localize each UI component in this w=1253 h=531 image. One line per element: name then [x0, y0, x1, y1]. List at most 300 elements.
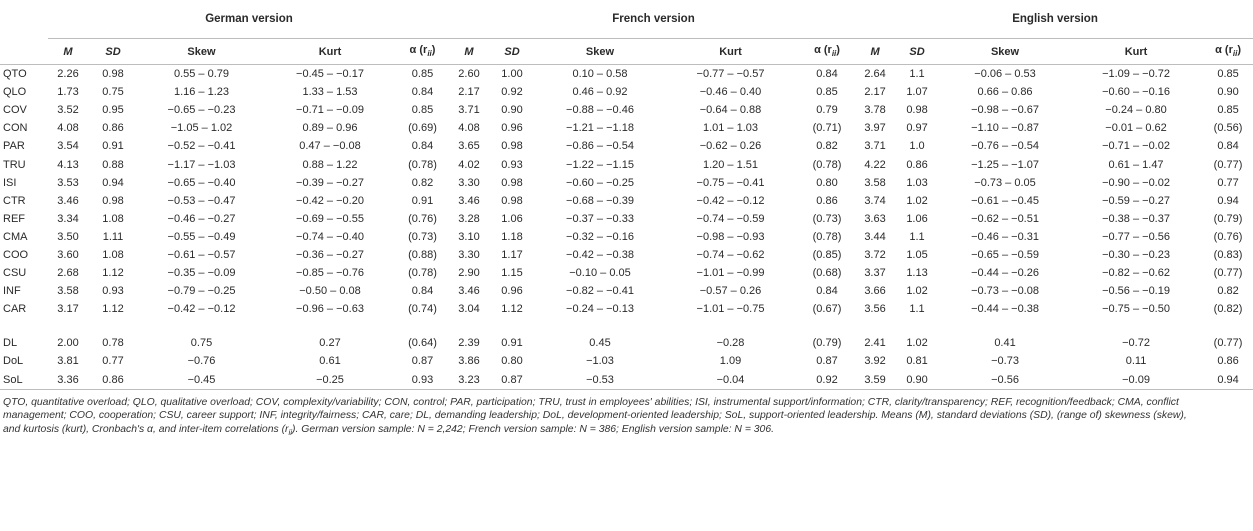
table-cell: 2.00 — [57, 337, 79, 350]
table-cell: −0.35 – −0.09 — [167, 267, 236, 280]
table-cell: 1.06 — [906, 212, 928, 225]
table-cell: (0.77) — [1213, 158, 1243, 171]
table-cell: −0.96 – −0.63 — [296, 303, 364, 316]
table-cell: 0.86 — [102, 122, 124, 135]
row-label: QTO — [3, 68, 27, 81]
table-cell: −1.17 – −1.03 — [167, 158, 236, 171]
row-label: SoL — [3, 373, 23, 386]
table-cell: 0.98 — [102, 68, 124, 81]
table-cell: 0.94 — [1217, 194, 1239, 207]
table-cell: −0.60 – −0.25 — [566, 176, 634, 189]
table-cell: −0.45 – −0.17 — [296, 68, 364, 81]
group-english: English version — [857, 0, 1253, 39]
table-cell: 3.56 — [864, 303, 886, 316]
table-cell: 0.84 — [816, 285, 838, 298]
table-cell: 0.77 — [102, 355, 124, 368]
table-cell: 1.13 — [906, 267, 928, 280]
table-cell: −0.42 – −0.38 — [566, 248, 634, 261]
table-cell: 0.82 — [411, 176, 434, 189]
table-cell: 0.79 — [816, 104, 838, 117]
table-cell: −0.37 – −0.33 — [566, 212, 634, 225]
table-cell: 0.88 – 1.22 — [302, 158, 358, 171]
table-cell: 2.39 — [458, 337, 480, 350]
table-cell: −0.77 – −0.57 — [696, 68, 765, 81]
table-cell: −0.71 – −0.09 — [296, 104, 364, 117]
table-cell: 1.02 — [906, 285, 928, 298]
table-cell: 1.03 — [906, 176, 928, 189]
table-cell: 3.46 — [57, 194, 79, 207]
table-cell: 4.13 — [57, 158, 79, 171]
table-cell: 0.90 — [906, 373, 928, 386]
table-cell: (0.77) — [1213, 267, 1243, 280]
table-cell: 3.44 — [864, 230, 886, 243]
table-cell: (0.67) — [812, 303, 842, 316]
row-separator — [0, 318, 1253, 334]
table-cell: −0.53 — [586, 373, 614, 386]
table-cell: 1.06 — [501, 212, 523, 225]
column-header-row — [0, 39, 1253, 65]
table-cell: 0.61 – 1.47 — [1108, 158, 1164, 171]
table-cell: −0.86 – −0.54 — [566, 140, 634, 153]
table-cell: 3.71 — [864, 140, 886, 153]
table-cell: −0.79 – −0.25 — [167, 285, 236, 298]
table-cell: −0.88 – −0.46 — [566, 104, 634, 117]
table-cell: 1.12 — [102, 303, 124, 316]
col-m: M — [464, 45, 474, 58]
table-cell: 0.93 — [501, 158, 523, 171]
row-label: CMA — [3, 230, 28, 243]
table-cell: 1.02 — [906, 337, 928, 350]
table-cell: −1.25 – −1.07 — [971, 158, 1039, 171]
col-sd: SD — [909, 45, 925, 58]
table-row — [0, 119, 1253, 137]
table-cell: 3.36 — [57, 373, 79, 386]
row-label: PAR — [3, 140, 25, 153]
table-row — [0, 137, 1253, 155]
table-cell: −1.22 – −1.15 — [566, 158, 634, 171]
table-cell: 0.80 — [501, 355, 523, 368]
table-row — [0, 192, 1253, 210]
table-cell: −0.53 – −0.47 — [167, 194, 236, 207]
table-cell: −0.59 – −0.27 — [1102, 194, 1170, 207]
table-cell: 3.71 — [458, 104, 480, 117]
table-footnote: QTO, quantitative overload; QLO, qualitative overload; COV, complexity/variability; CON, control; PAR, participation; TRU, trust in employees' abilities; ISI, instrumental support/information; CTR, clarity/transparency; REF, recognition/feedback; CMA, conflict management; COO, cooperation; CSU, career support; INF, integrity/fairness; CAR, care; DL, demanding leadership; DoL, development-oriented leadership; SoL, support-oriented leadership. Means (M), standard deviations (SD), (range of) skewness (skew), and kurtosis (kurt), Cronbach's α, and inter-item correlations $(r_{ii})$. German version sample: N = 2,242; French version sample: N = 386; English version sample: N = 306. — [3, 396, 1187, 437]
table-cell: −0.72 — [1122, 337, 1150, 350]
table-cell: 3.60 — [57, 248, 79, 261]
table-cell: −0.64 – 0.88 — [699, 104, 762, 117]
table-cell: 2.90 — [458, 267, 480, 280]
table-cell: 1.18 — [501, 230, 523, 243]
table-cell: 3.30 — [458, 176, 480, 189]
table-cell: 0.98 — [501, 140, 523, 153]
table-row — [0, 101, 1253, 119]
table-cell: −0.52 – −0.41 — [167, 140, 236, 153]
group-header-row — [0, 0, 1253, 39]
table-cell: 0.78 — [102, 337, 124, 350]
table-cell: 3.54 — [57, 140, 79, 153]
table-cell: −0.65 – −0.23 — [167, 104, 236, 117]
table-cell: 0.98 — [906, 104, 928, 117]
table-cell: −0.46 – 0.40 — [699, 86, 762, 99]
table-cell: −0.61 – −0.57 — [167, 248, 236, 261]
row-label: COV — [3, 104, 27, 117]
table-cell: (0.79) — [812, 337, 842, 350]
table-cell: 1.73 — [57, 86, 79, 99]
table-cell: (0.68) — [812, 267, 842, 280]
table-cell: −1.09 – −0.72 — [1102, 68, 1170, 81]
table-cell: 3.37 — [864, 267, 886, 280]
table-cell: −0.77 – −0.56 — [1102, 230, 1170, 243]
table-cell: −0.44 – −0.38 — [971, 303, 1039, 316]
table-row — [0, 228, 1253, 246]
table-cell: 3.97 — [864, 122, 886, 135]
table-cell: 0.84 — [816, 68, 838, 81]
table-cell: 0.77 — [1217, 176, 1239, 189]
table-cell: (0.78) — [812, 158, 842, 171]
row-label: DL — [3, 337, 18, 350]
table-cell: −0.98 – −0.67 — [971, 104, 1039, 117]
table-cell: −0.36 – −0.27 — [296, 248, 364, 261]
table-cell: (0.78) — [408, 267, 437, 280]
table-cell: 0.85 — [1217, 68, 1239, 81]
table-cell: 1.1 — [909, 230, 925, 243]
table-row — [0, 155, 1253, 173]
table-cell: 0.84 — [411, 285, 434, 298]
col-alpha: α $(r_{ii})$ — [814, 44, 840, 59]
table-cell: 1.11 — [102, 230, 124, 243]
table-cell: 0.92 — [816, 373, 838, 386]
table-cell: (0.82) — [1213, 303, 1243, 316]
table-cell: 0.90 — [1217, 86, 1239, 99]
table-cell: 2.60 — [458, 68, 480, 81]
table-cell: 3.50 — [57, 230, 79, 243]
table-cell: 0.47 – −0.08 — [299, 140, 361, 153]
table-row — [0, 83, 1253, 101]
table-cell: 1.12 — [501, 303, 523, 316]
table-cell: 1.1 — [909, 303, 925, 316]
table-cell: 2.64 — [864, 68, 886, 81]
row-label: CTR — [3, 194, 26, 207]
col-m: M — [870, 45, 880, 58]
table-cell: 1.17 — [501, 248, 523, 261]
row-label: TRU — [3, 158, 26, 171]
table-cell: 0.93 — [102, 285, 124, 298]
table-cell: 0.91 — [411, 194, 434, 207]
table-cell: 3.46 — [458, 285, 480, 298]
table-cell: 3.58 — [57, 285, 79, 298]
table-cell: −0.10 – 0.05 — [569, 267, 631, 280]
table-cell: −1.01 – −0.99 — [696, 267, 765, 280]
table-cell: −0.62 – 0.26 — [699, 140, 762, 153]
table-cell: 0.89 – 0.96 — [302, 122, 358, 135]
table-cell: (0.76) — [408, 212, 437, 225]
table-cell: (0.85) — [812, 248, 842, 261]
table-cell: 3.72 — [864, 248, 886, 261]
table-cell: 1.07 — [906, 86, 928, 99]
table-cell: −0.09 — [1122, 373, 1150, 386]
table-cell: 3.65 — [458, 140, 480, 153]
table-cell: 0.97 — [906, 122, 928, 135]
group-german: German version — [48, 0, 450, 39]
table-cell: 1.1 — [909, 68, 925, 81]
table-cell: −0.74 – −0.62 — [696, 248, 765, 261]
table-cell: −0.39 – −0.27 — [296, 176, 364, 189]
table-cell: −0.28 — [716, 337, 745, 350]
table-cell: 1.08 — [102, 212, 124, 225]
table-cell: 0.98 — [501, 194, 523, 207]
table-cell: 3.86 — [458, 355, 480, 368]
table-cell: 3.81 — [57, 355, 79, 368]
table-cell: −0.65 – −0.59 — [971, 248, 1039, 261]
table-cell: −0.82 – −0.62 — [1102, 267, 1170, 280]
table-cell: 0.90 — [501, 104, 523, 117]
col-skew: Skew — [585, 45, 615, 58]
table-cell: 0.94 — [1217, 373, 1239, 386]
table-row — [0, 246, 1253, 264]
table-cell: 3.52 — [57, 104, 79, 117]
table-cell: 0.86 — [1217, 355, 1239, 368]
table-cell: 3.28 — [458, 212, 480, 225]
row-label: CON — [3, 122, 28, 135]
table-cell: −0.73 – 0.05 — [974, 176, 1036, 189]
table-cell: (0.88) — [408, 248, 437, 261]
table-cell: 1.02 — [906, 194, 928, 207]
table-cell: 0.86 — [102, 373, 124, 386]
col-alpha: α $(r_{ii})$ — [1215, 44, 1241, 59]
table-cell: 0.10 – 0.58 — [572, 68, 628, 81]
table-cell: −0.76 — [187, 355, 216, 368]
table-cell: 2.41 — [864, 337, 886, 350]
table-cell: 1.0 — [909, 140, 925, 153]
table-cell: −0.57 – 0.26 — [699, 285, 762, 298]
col-kurt: Kurt — [719, 45, 742, 58]
table-cell: 0.87 — [501, 373, 523, 386]
table-cell: −1.21 – −1.18 — [566, 122, 634, 135]
table-row — [0, 65, 1253, 84]
table-cell: −0.24 – 0.80 — [1105, 104, 1167, 117]
col-kurt: Kurt — [1124, 45, 1148, 58]
table-cell: 0.82 — [1217, 285, 1239, 298]
col-skew: Skew — [187, 45, 216, 58]
table-cell: 0.87 — [411, 355, 434, 368]
col-sd: SD — [105, 45, 121, 58]
table-cell: 1.00 — [501, 68, 523, 81]
table-cell: 0.80 — [816, 176, 838, 189]
table-cell: (0.69) — [408, 122, 437, 135]
table-cell: 0.84 — [1217, 140, 1239, 153]
table-row — [0, 371, 1253, 390]
table-cell: 0.75 — [102, 86, 124, 99]
table-cell: 0.55 – 0.79 — [173, 68, 230, 81]
table-cell: −0.74 – −0.40 — [296, 230, 364, 243]
table-cell: −0.04 — [716, 373, 745, 386]
table-cell: 1.09 — [719, 355, 742, 368]
table-cell: 0.87 — [816, 355, 838, 368]
table-cell: (0.76) — [1213, 230, 1243, 243]
table-cell: 3.04 — [458, 303, 480, 316]
col-kurt: Kurt — [318, 45, 342, 58]
table-cell: 2.68 — [57, 267, 79, 280]
table-cell: 3.46 — [458, 194, 480, 207]
table-cell: −0.50 – 0.08 — [299, 285, 361, 298]
col-m: M — [63, 45, 73, 58]
table-cell: −0.42 – −0.12 — [696, 194, 765, 207]
table-cell: −0.25 — [316, 373, 344, 386]
table-cell: 3.23 — [458, 373, 480, 386]
table-cell: 0.85 — [816, 86, 838, 99]
table-cell: −0.55 – −0.49 — [167, 230, 236, 243]
table-cell: 0.75 — [190, 337, 213, 350]
table-cell: 0.84 — [411, 140, 434, 153]
table-cell: 0.86 — [816, 194, 838, 207]
table-cell: −0.46 – −0.27 — [167, 212, 236, 225]
table-cell: 3.92 — [864, 355, 886, 368]
table-cell: −0.62 – −0.51 — [971, 212, 1039, 225]
col-skew: Skew — [990, 45, 1020, 58]
table-cell: −0.42 – −0.20 — [296, 194, 364, 207]
table-cell: 0.96 — [501, 122, 523, 135]
table-cell: (0.77) — [1213, 337, 1243, 350]
table-cell: (0.64) — [408, 337, 437, 350]
table-cell: 3.17 — [57, 303, 79, 316]
row-label: CSU — [3, 267, 27, 280]
table-cell: 3.59 — [864, 373, 886, 386]
table-cell: 0.98 — [102, 194, 124, 207]
table-row — [0, 352, 1253, 370]
table-cell: 0.93 — [411, 373, 434, 386]
table-cell: −0.74 – −0.59 — [696, 212, 765, 225]
table-cell: 0.81 — [906, 355, 928, 368]
col-alpha: α $(r_{ii})$ — [409, 44, 436, 59]
table-cell: −0.75 – −0.41 — [696, 176, 765, 189]
table-cell: (0.73) — [812, 212, 842, 225]
table-cell: 3.30 — [458, 248, 480, 261]
row-label: COO — [3, 248, 29, 261]
row-label: REF — [3, 212, 25, 225]
table-cell: 0.85 — [1217, 104, 1239, 117]
table-cell: −0.01 – 0.62 — [1105, 122, 1167, 135]
table-cell: −0.75 – −0.50 — [1102, 303, 1170, 316]
row-label: CAR — [3, 303, 27, 316]
table-cell: 0.91 — [501, 337, 523, 350]
table-cell: 2.17 — [458, 86, 480, 99]
table-cell: −0.46 – −0.31 — [971, 230, 1039, 243]
table-row — [0, 174, 1253, 192]
table-cell: 1.08 — [102, 248, 124, 261]
table-cell: 3.34 — [57, 212, 79, 225]
table-cell: (0.79) — [1213, 212, 1243, 225]
table-cell: −0.98 – −0.93 — [696, 230, 765, 243]
table-cell: 2.26 — [57, 68, 79, 81]
table-cell: −0.73 — [991, 355, 1019, 368]
table-cell: 1.20 – 1.51 — [702, 158, 759, 171]
table-cell: 0.27 — [319, 337, 341, 350]
table-cell: −0.61 – −0.45 — [971, 194, 1039, 207]
table-cell: 1.16 – 1.23 — [173, 86, 230, 99]
table-cell: (0.56) — [1213, 122, 1243, 135]
table-cell: 0.88 — [102, 158, 124, 171]
table-cell: 3.53 — [57, 176, 79, 189]
table-cell: −1.01 – −0.75 — [696, 303, 765, 316]
table-cell: 1.05 — [906, 248, 928, 261]
table-cell: −0.69 – −0.55 — [296, 212, 364, 225]
row-label: ISI — [3, 176, 17, 189]
table-cell: (0.78) — [408, 158, 437, 171]
table-cell: 0.85 — [411, 104, 434, 117]
table-cell: 0.84 — [411, 86, 434, 99]
table-cell: 0.61 — [319, 355, 341, 368]
row-label: DoL — [3, 355, 24, 368]
table-cell: −1.05 – 1.02 — [170, 122, 233, 135]
table-cell: 0.86 — [906, 158, 928, 171]
table-cell: −0.65 – −0.40 — [167, 176, 236, 189]
table-cell: −0.76 – −0.54 — [971, 140, 1039, 153]
table-cell: (0.71) — [812, 122, 842, 135]
table-cell: −0.71 – −0.02 — [1102, 140, 1170, 153]
table-cell: (0.73) — [408, 230, 437, 243]
table-cell: 0.96 — [501, 285, 523, 298]
table-cell: 3.58 — [864, 176, 886, 189]
table-cell: 2.17 — [864, 86, 886, 99]
table-cell: 3.63 — [864, 212, 886, 225]
table-cell: (0.74) — [408, 303, 437, 316]
table-cell: −0.32 – −0.16 — [566, 230, 634, 243]
group-french: French version — [450, 0, 857, 39]
table-cell: 0.41 — [994, 337, 1016, 350]
table-cell: −0.56 – −0.19 — [1102, 285, 1170, 298]
table-cell: 0.98 — [501, 176, 523, 189]
table-cell: 1.33 – 1.53 — [302, 86, 358, 99]
table-row — [0, 210, 1253, 228]
table-cell: 3.78 — [864, 104, 886, 117]
table-cell: −0.24 – −0.13 — [566, 303, 634, 316]
table-cell: −0.90 – −0.02 — [1102, 176, 1170, 189]
table-cell: 4.08 — [458, 122, 480, 135]
table-cell: −1.03 — [586, 355, 614, 368]
table-cell: 0.95 — [102, 104, 124, 117]
table-cell: 0.66 – 0.86 — [977, 86, 1033, 99]
table-cell: −0.30 – −0.23 — [1102, 248, 1170, 261]
table-cell: 3.10 — [458, 230, 480, 243]
table-cell: 0.94 — [102, 176, 124, 189]
table-cell: −0.73 – −0.08 — [971, 285, 1039, 298]
table-cell: 1.15 — [501, 267, 523, 280]
table-row — [0, 300, 1253, 318]
table-cell: −0.68 – −0.39 — [566, 194, 634, 207]
table-cell: 0.91 — [102, 140, 124, 153]
table-cell: 0.92 — [501, 86, 523, 99]
table-cell: 0.11 — [1125, 355, 1147, 368]
table-cell: 3.74 — [864, 194, 886, 207]
table-cell: −0.82 – −0.41 — [566, 285, 634, 298]
row-label: INF — [3, 285, 21, 298]
table-cell: −0.44 – −0.26 — [971, 267, 1039, 280]
col-sd: SD — [504, 45, 520, 58]
table-row — [0, 282, 1253, 300]
table-cell: −0.85 – −0.76 — [296, 267, 364, 280]
table-cell: 0.82 — [816, 140, 838, 153]
table-cell: 0.85 — [411, 68, 434, 81]
table-cell: −1.10 – −0.87 — [971, 122, 1039, 135]
table-cell: 4.02 — [458, 158, 480, 171]
table-cell: −0.45 — [187, 373, 216, 386]
table-cell: 1.01 – 1.03 — [702, 122, 759, 135]
table-cell: (0.83) — [1213, 248, 1243, 261]
table-cell: 0.46 – 0.92 — [572, 86, 628, 99]
table-cell: 4.22 — [864, 158, 886, 171]
table-cell: −0.06 – 0.53 — [974, 68, 1036, 81]
table-cell: −0.42 – −0.12 — [167, 303, 236, 316]
